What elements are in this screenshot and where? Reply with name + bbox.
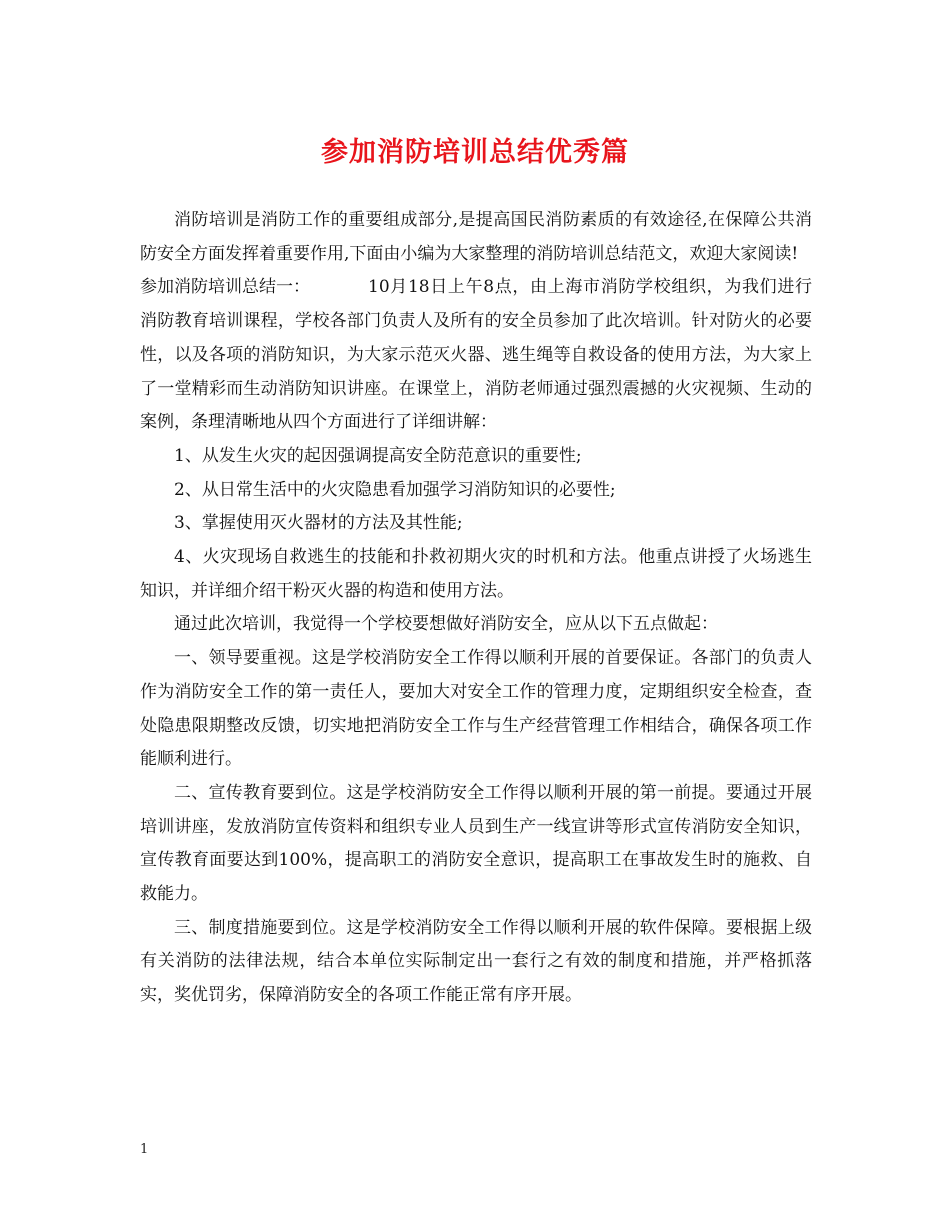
point-item: 4、火灾现场自救逃生的技能和扑救初期火灾的时机和方法。他重点讲授了火场逃生知识，并详细介绍干粉灭火器的构造和使用方法。 <box>140 547 812 601</box>
section-one-paragraph <box>140 271 812 440</box>
intro-paragraph: 消防培训是消防工作的重要组成部分,是提高国民消防素质的有效途径,在保障公共消防安全方面发挥着重要作用,下面由小编为大家整理的消防培训总结范文，欢迎大家阅读! <box>140 210 812 264</box>
measure-item: 二、宣传教育要到位。这是学校消防安全工作得以顺利开展的第一前提。要通过开展培训讲座，发放消防宣传资料和组织专业人员到生产一线宣讲等形式宣传消防安全知识，宣传教育面要达到100%，提高职工的消防安全意识，提高职工在事故发生时的施救、自救能力。 <box>140 782 812 905</box>
document-title: 参加消防培训总结优秀篇 <box>321 137 629 168</box>
measure-item: 三、制度措施要到位。这是学校消防安全工作得以顺利开展的软件保障。要根据上级有关消防的法律法规，结合本单位实际制定出一套行之有效的制度和措施，并严格抓落实，奖优罚劣，保障消防安全的各项工作能正常有序开展。 <box>140 917 812 1006</box>
document-body <box>140 204 812 1013</box>
section-lead-text: 10月18日上午8点，由上海市消防学校组织，为我们进行消防教育培训课程，学校各部门负责人及所有的安全员参加了此次培训。针对防火的必要性，以及各项的消防知识，为大家示范灭火器、逃生绳等自救设备的使用方法，为大家上了一堂精彩而生动消防知识讲座。在课堂上，消防老师通过强烈震撼的火灾视频、生动的案例，条理清晰地从四个方面进行了详细讲解： <box>140 277 812 433</box>
point-item: 2、从日常生活中的火灾隐患看加强学习消防知识的必要性; <box>174 479 616 500</box>
measure-item: 一、领导要重视。这是学校消防安全工作得以顺利开展的首要保证。各部门的负责人作为消防安全工作的第一责任人，要加大对安全工作的管理力度，定期组织安全检查，查处隐患限期整改反馈，切实地把消防安全工作与生产经营管理工作相结合，确保各项工作能顺利进行。 <box>140 648 812 770</box>
section-label: 参加消防培训总结一： <box>140 277 310 298</box>
point-item: 3、掌握使用灭火器材的方法及其性能; <box>174 513 463 534</box>
page-number: 1 <box>140 1142 149 1157</box>
point-item: 1、从发生火灾的起因强调提高安全防范意识的重要性; <box>174 445 582 466</box>
conclusion-intro: 通过此次培训，我觉得一个学校要想做好消防安全，应从以下五点做起： <box>174 614 718 635</box>
